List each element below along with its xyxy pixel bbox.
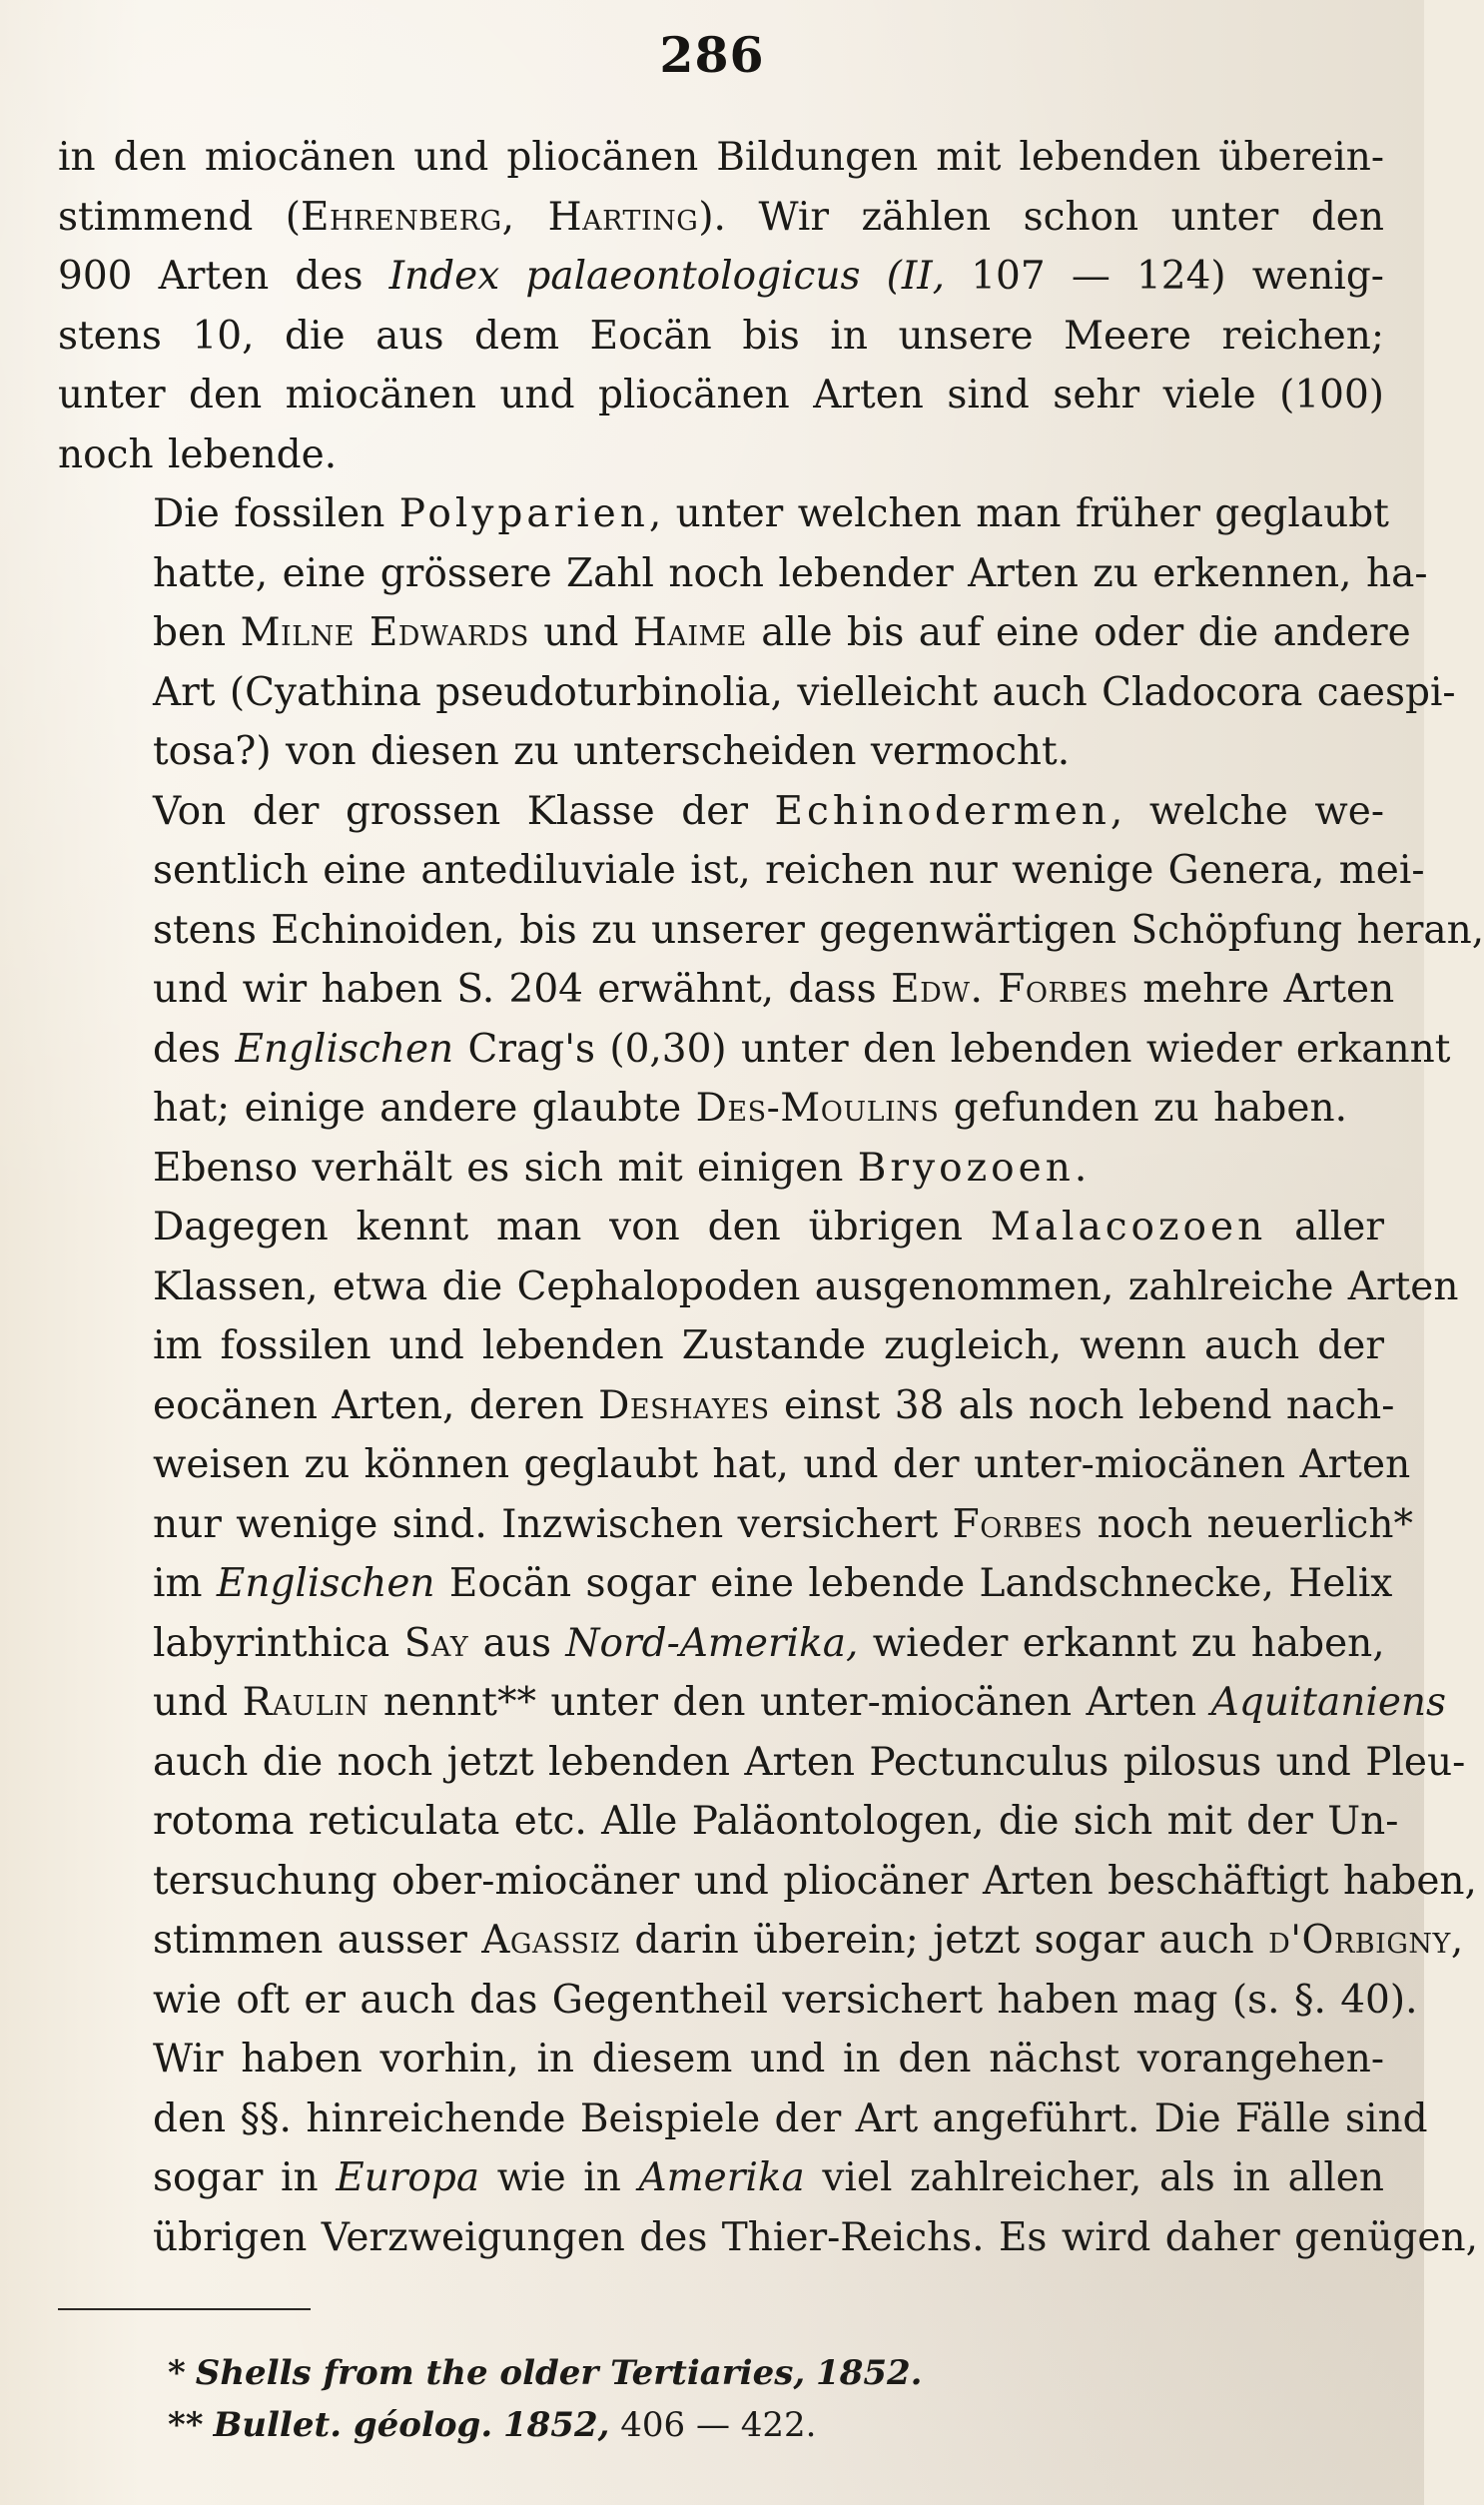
- italic-word: Englischen: [216, 1561, 435, 1606]
- author-name: d'Orbigny,: [1268, 1918, 1464, 1963]
- text-line: nur wenige sind. Inzwischen versichert Forbes noch neuerlich*: [153, 1501, 1414, 1547]
- text-line: Ebenso verhält es sich mit einigen Bryozoen.: [153, 1145, 1088, 1191]
- page-number: 286: [659, 26, 765, 84]
- author-name: Ehrenberg, Harting: [301, 194, 699, 240]
- spaced-term: Polyparien: [398, 491, 649, 536]
- text-line: und Raulin nennt** unter den unter-miocänen Arten Aquitaniens: [153, 1680, 1447, 1725]
- text-line: übrigen Verzweigungen des Thier-Reichs. Es wird daher genügen,: [153, 2214, 1478, 2260]
- footnote-year: 1852.: [816, 2353, 923, 2393]
- author-name: Agassiz: [481, 1918, 620, 1963]
- text-line: noch lebende.: [58, 431, 338, 477]
- footnote-title: Bullet. géolog.: [213, 2405, 493, 2445]
- spaced-term: Malacozoen: [990, 1205, 1267, 1250]
- main-text: [58, 128, 1484, 2267]
- text-line: stimmend (Ehrenberg, Harting). Wir zählen schon unter den: [58, 194, 1384, 240]
- text-line: des Englischen Crag's (0,30) unter den lebenden wieder erkannt: [153, 1026, 1451, 1072]
- spaced-term: Bryozoen: [857, 1145, 1075, 1191]
- footnote-pages: 406 — 422.: [609, 2405, 817, 2445]
- footnote-title: Shells from the older Tertiaries,: [195, 2353, 806, 2393]
- author-name: Say: [403, 1620, 469, 1666]
- text-line: stimmen ausser Agassiz darin überein; jetzt sogar auch d'Orbigny,: [153, 1918, 1464, 1963]
- text-line: eocänen Arten, deren Deshayes einst 38 als noch lebend nach-: [153, 1382, 1395, 1428]
- text-line: Wir haben vorhin, in diesem und in den nächst vorangehen-: [153, 2037, 1384, 2082]
- text-line: wie oft er auch das Gegentheil versichert haben mag (s. §. 40).: [153, 1977, 1418, 2023]
- footnote-2: [168, 2399, 1166, 2451]
- text-line: Von der grossen Klasse der Echinodermen, welche we-: [153, 788, 1384, 834]
- italic-word: Europa: [336, 2155, 480, 2200]
- text-line: sentlich eine antediluviale ist, reichen nur wenige Genera, mei-: [153, 848, 1425, 893]
- text-line: hatte, eine grössere Zahl noch lebender Arten zu erkennen, ha-: [153, 550, 1428, 596]
- italic-word: Aquitaniens: [1210, 1680, 1447, 1725]
- text-line: stens Echinoiden, bis zu unserer gegenwärtigen Schöpfung heran,: [153, 907, 1484, 953]
- paragraph-2: [58, 484, 1456, 782]
- author-name: Raulin: [242, 1680, 370, 1725]
- text-line: Art (Cyathina pseudoturbinolia, vielleicht auch Cladocora caespi-: [153, 669, 1456, 715]
- text-line: den §§. hinreichende Beispiele der Art angeführt. Die Fälle sind: [153, 2095, 1428, 2141]
- footnote-divider: [58, 2308, 311, 2310]
- text-line: stens 10, die aus dem Eocän bis in unsere Meere reichen;: [58, 313, 1384, 359]
- text-line: ben Milne Edwards und Haime alle bis auf eine oder die andere: [153, 610, 1411, 655]
- footnote-marker: *: [168, 2353, 186, 2393]
- text-line: auch die noch jetzt lebenden Arten Pectunculus pilosus und Pleu-: [153, 1739, 1466, 1785]
- paragraph-3: [58, 782, 1484, 1139]
- italic-word: Englischen: [235, 1026, 454, 1072]
- text-line: Die fossilen Polyparien, unter welchen man früher geglaubt: [153, 491, 1389, 536]
- italic-word: Nord-Amerika,: [565, 1620, 859, 1666]
- work-title: Index palaeontologicus (II,: [388, 254, 946, 299]
- footnote-year: 1852,: [502, 2405, 610, 2445]
- spaced-term: Echinodermen: [774, 788, 1111, 834]
- footnote-marker: **: [168, 2405, 204, 2445]
- text-line: sogar in Europa wie in Amerika viel zahlreicher, als in allen: [153, 2155, 1385, 2200]
- author-name: Deshayes: [598, 1382, 770, 1428]
- text-line: 900 Arten des Index palaeontologicus (II, 107 — 124) wenig-: [58, 254, 1384, 299]
- text-line: im fossilen und lebenden Zustande zugleich, wenn auch der: [153, 1323, 1384, 1368]
- footnotes: [168, 2347, 1166, 2451]
- text-line: rotoma reticulata etc. Alle Paläontologen, die sich mit der Un-: [153, 1799, 1399, 1844]
- text-line: und wir haben S. 204 erwähnt, dass Edw. Forbes mehre Arten: [153, 967, 1395, 1012]
- text-line: im Englischen Eocän sogar eine lebende Landschnecke, Helix: [153, 1561, 1393, 1606]
- author-name: Forbes: [952, 1501, 1084, 1547]
- text-line: in den miocänen und pliocänen Bildungen mit lebenden überein-: [58, 135, 1384, 180]
- paragraph-1: [58, 128, 1384, 484]
- paragraph-4: [58, 1139, 1384, 1199]
- text-line: weisen zu können geglaubt hat, und der unter-miocänen Arten: [153, 1442, 1411, 1487]
- text-line: unter den miocänen und pliocänen Arten sind sehr viele (100): [58, 373, 1384, 418]
- text-line: labyrinthica Say aus Nord-Amerika, wieder erkannt zu haben,: [153, 1620, 1385, 1666]
- author-name: Des-Moulins: [695, 1086, 940, 1131]
- text-line: Dagegen kennt man von den übrigen Malacozoen aller: [153, 1205, 1384, 1250]
- author-name: Milne Edwards: [240, 610, 529, 655]
- text-line: hat; einige andere glaubte Des-Moulins gefunden zu haben.: [153, 1086, 1347, 1131]
- author-name: Edw. Forbes: [891, 967, 1128, 1012]
- text-line: tersuchung ober-miocäner und pliocäner Arten beschäftigt haben,: [153, 1858, 1477, 1904]
- paragraph-5: [58, 1198, 1478, 2267]
- text-line: Klassen, etwa die Cephalopoden ausgenommen, zahlreiche Arten: [153, 1263, 1459, 1309]
- italic-word: Amerika: [638, 2155, 805, 2200]
- author-name: Haime: [632, 610, 747, 655]
- text-line: tosa?) von diesen zu unterscheiden vermocht.: [153, 729, 1071, 774]
- footnote-1: [168, 2347, 1166, 2399]
